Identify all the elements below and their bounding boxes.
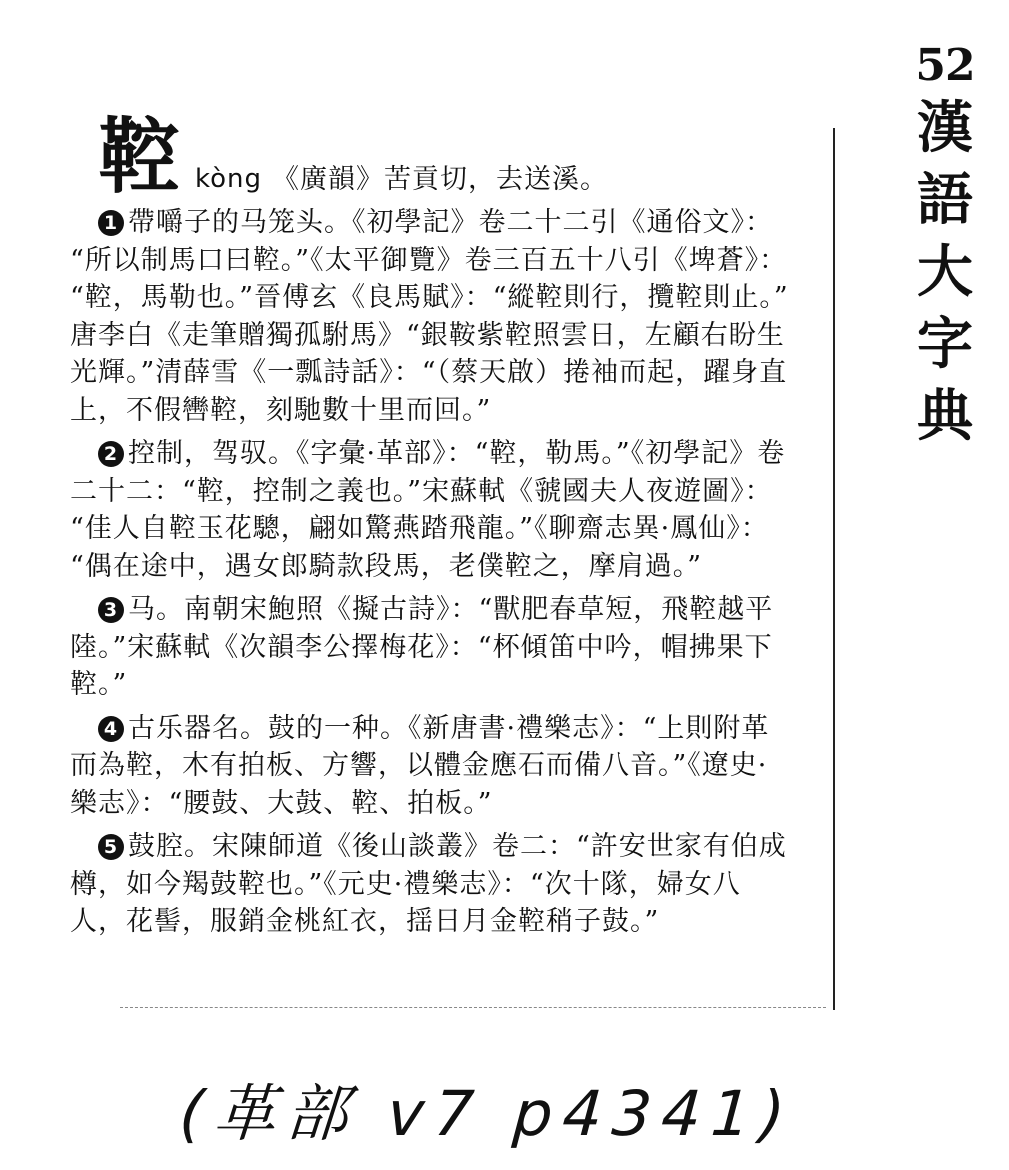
sense-5	[70, 828, 830, 941]
sense-3	[70, 591, 830, 704]
title-char: 大	[917, 239, 973, 305]
sense-number: 4	[98, 716, 124, 742]
column-divider	[833, 128, 835, 1010]
sense-line: 光輝。”清薛雪《一瓢詩話》：“（蔡天啟）捲袖而起，躍身直	[70, 357, 788, 388]
entry-heading	[70, 109, 830, 205]
headword: 鞚	[98, 109, 182, 205]
sense-line: 马。南朝宋鮑照《擬古詩》：“獸肥春草短，飛鞚越平	[128, 594, 774, 625]
handwritten-note: (革部 v7 p4341)	[177, 1077, 798, 1150]
fanqie-reading: 《廣韻》苦貢切，去送溪。	[272, 163, 609, 195]
sense-number: 1	[98, 210, 124, 236]
sense-number: 2	[98, 441, 124, 467]
sense-line: 唐李白《走筆贈獨孤駙馬》“銀鞍紫鞚照雲日，左顧右盼生	[70, 319, 785, 351]
title-char: 典	[917, 383, 973, 449]
sense-2	[70, 435, 830, 585]
title-char: 語	[917, 167, 973, 233]
dictionary-header	[905, 40, 985, 452]
pinyin: kòng	[195, 163, 263, 194]
sense-line: 鼓腔。宋陳師道《後山談叢》卷二：“許安世家有伯成	[128, 831, 787, 862]
title-char: 漢	[917, 95, 973, 161]
sense-line: “所以制馬口曰鞚。”《太平御覽》卷三百五十八引《埤蒼》：	[70, 244, 788, 276]
title-char: 字	[917, 311, 973, 377]
sense-line: 控制，驾驭。《字彙·革部》：“鞚，勒馬。”《初學記》卷	[128, 438, 786, 469]
sense-line: 上，不假轡鞚，刻馳數十里而回。”	[70, 394, 492, 426]
sense-line: 帶嚼子的马笼头。《初學記》卷二十二引《通俗文》：	[128, 207, 773, 238]
sense-line: 鞚。”	[70, 669, 128, 700]
sense-number: 5	[98, 834, 124, 860]
sense-1	[70, 204, 830, 429]
sense-line: “佳人自鞚玉花驄，翩如驚燕踏飛龍。”《聊齋志異·鳳仙》：	[70, 513, 769, 544]
bottom-cut-line	[120, 1007, 826, 1009]
sense-line: “鞚，馬勒也。”晉傅玄《良馬賦》：“縱鞚則行，攬鞚則止。”	[70, 282, 789, 313]
sense-line: 人，花髻，服銷金桃紅衣，揺日月金鞚稍子鼓。”	[70, 906, 660, 937]
sense-line: “偶在途中，遇女郎騎款段馬，老僕鞚之，摩肩過。”	[70, 550, 703, 582]
sense-line: 樂志》：“腰鼓、大鼓、鞚、拍板。”	[70, 787, 493, 819]
sense-line: 陸。”宋蘇軾《次韻李公擇梅花》：“杯傾笛中吟，帽拂果下	[70, 631, 773, 663]
volume-number: 52	[915, 40, 975, 91]
sense-line: 二十二：“鞚，控制之義也。”宋蘇軾《虢國夫人夜遊圖》：	[70, 475, 773, 507]
dictionary-entry	[70, 109, 830, 941]
sense-line: 古乐器名。鼓的一种。《新唐書·禮樂志》：“上則附革	[128, 712, 770, 744]
sense-line: 樽，如今羯鼓鞚也。”《元史·禮樂志》：“次十隊，婦女八	[70, 868, 741, 900]
sense-number: 3	[98, 597, 124, 623]
sense-line: 而為鞚，木有拍板、方響，以體金應石而備八音。”《遼史·	[70, 750, 768, 781]
sense-4	[70, 710, 830, 823]
